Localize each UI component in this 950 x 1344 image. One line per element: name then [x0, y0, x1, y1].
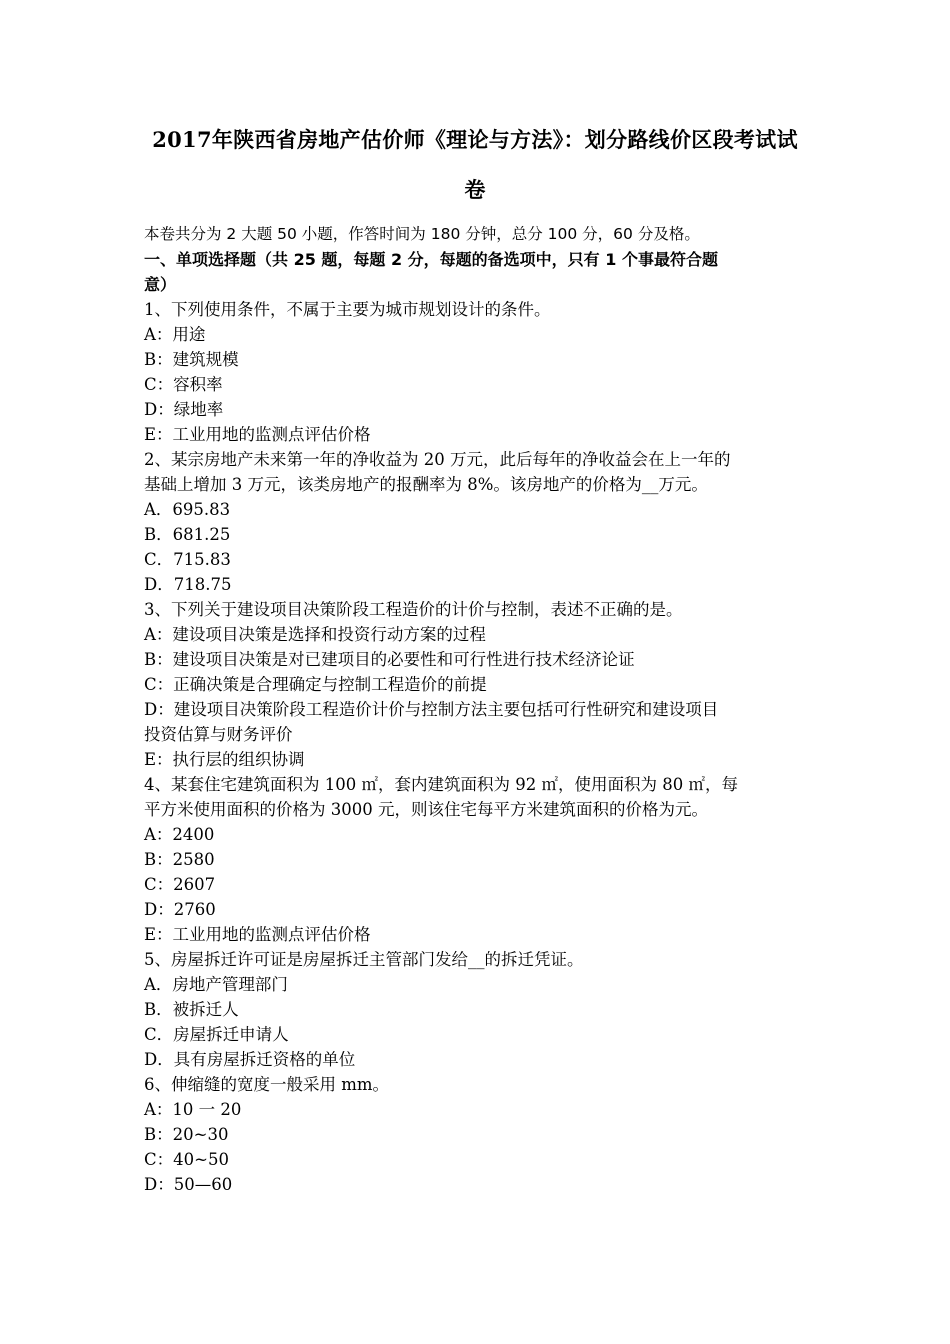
question-3: [144, 597, 812, 772]
answer-option: B：20~30: [144, 1125, 229, 1144]
answer-option: D：2760: [144, 900, 216, 919]
document-body: [144, 222, 812, 1197]
question-5: [144, 947, 812, 1072]
answer-option: C．715.83: [144, 550, 231, 569]
answer-option: D：绿地率: [144, 400, 224, 419]
answer-option: A．695.83: [144, 500, 231, 519]
answer-option: B．被拆迁人: [144, 1000, 239, 1019]
answer-option: D．718.75: [144, 575, 232, 594]
question-stem: 1、下列使用条件，不属于主要为城市规划设计的条件。: [144, 300, 551, 319]
question-stem-continued: 平方米使用面积的价格为 3000 元，则该住宅每平方米建筑面积的价格为元。: [144, 800, 708, 819]
answer-option: C：2607: [144, 875, 216, 894]
answer-option: A：用途: [144, 325, 206, 344]
question-2: [144, 447, 812, 597]
question-stem: 4、某套住宅建筑面积为 100 ㎡，套内建筑面积为 92 ㎡，使用面积为 80 ㎡，每: [144, 775, 738, 794]
question-stem: 6、伸缩缝的宽度一般采用 mm。: [144, 1075, 390, 1094]
question-4: [144, 772, 812, 947]
answer-option: B：建筑规模: [144, 350, 239, 369]
document-title-line-2: 卷: [464, 177, 486, 202]
answer-option: C：容积率: [144, 375, 223, 394]
answer-option: D．具有房屋拆迁资格的单位: [144, 1050, 356, 1069]
question-stem-continued: 基础上增加 3 万元，该类房地产的报酬率为 8%。该房地产的价格为__万元。: [144, 475, 708, 494]
answer-option: D：建设项目决策阶段工程造价计价与控制方法主要包括可行性研究和建设项目: [144, 700, 719, 719]
answer-option-continued: 投资估算与财务评价: [144, 725, 293, 744]
answer-option: B．681.25: [144, 525, 231, 544]
answer-option: C．房屋拆迁申请人: [144, 1025, 289, 1044]
answer-option: E：工业用地的监测点评估价格: [144, 925, 371, 944]
answer-option: E：执行层的组织协调: [144, 750, 305, 769]
question-stem: 3、下列关于建设项目决策阶段工程造价的计价与控制，表述不正确的是。: [144, 600, 683, 619]
answer-option: C：40~50: [144, 1150, 229, 1169]
answer-option: A．房地产管理部门: [144, 975, 288, 994]
question-stem: 2、某宗房地产未来第一年的净收益为 20 万元，此后每年的净收益会在上一年的: [144, 450, 731, 469]
section-heading-line-2: 意）: [144, 275, 177, 294]
document-title-line-1: 2017年陕西省房地产估价师《理论与方法》：划分路线价区段考试试: [152, 127, 798, 152]
answer-option: B：2580: [144, 850, 215, 869]
question-6: [144, 1072, 812, 1197]
answer-option: B：建设项目决策是对已建项目的必要性和可行性进行技术经济论证: [144, 650, 635, 669]
section-heading-line-1: 一、单项选择题（共 25 题，每题 2 分，每题的备选项中，只有 1 个事最符合题: [144, 250, 718, 269]
question-1: [144, 297, 812, 447]
answer-option: A：2400: [144, 825, 215, 844]
answer-option: E：工业用地的监测点评估价格: [144, 425, 371, 444]
answer-option: D：50—60: [144, 1175, 233, 1194]
question-stem: 5、房屋拆迁许可证是房屋拆迁主管部门发给__的拆迁凭证。: [144, 950, 584, 969]
answer-option: C：正确决策是合理确定与控制工程造价的前提: [144, 675, 487, 694]
answer-option: A：建设项目决策是选择和投资行动方案的过程: [144, 625, 486, 644]
exam-intro: 本卷共分为 2 大题 50 小题，作答时间为 180 分钟，总分 100 分，60 分及格。: [144, 225, 700, 243]
answer-option: A：10 一 20: [144, 1100, 242, 1119]
